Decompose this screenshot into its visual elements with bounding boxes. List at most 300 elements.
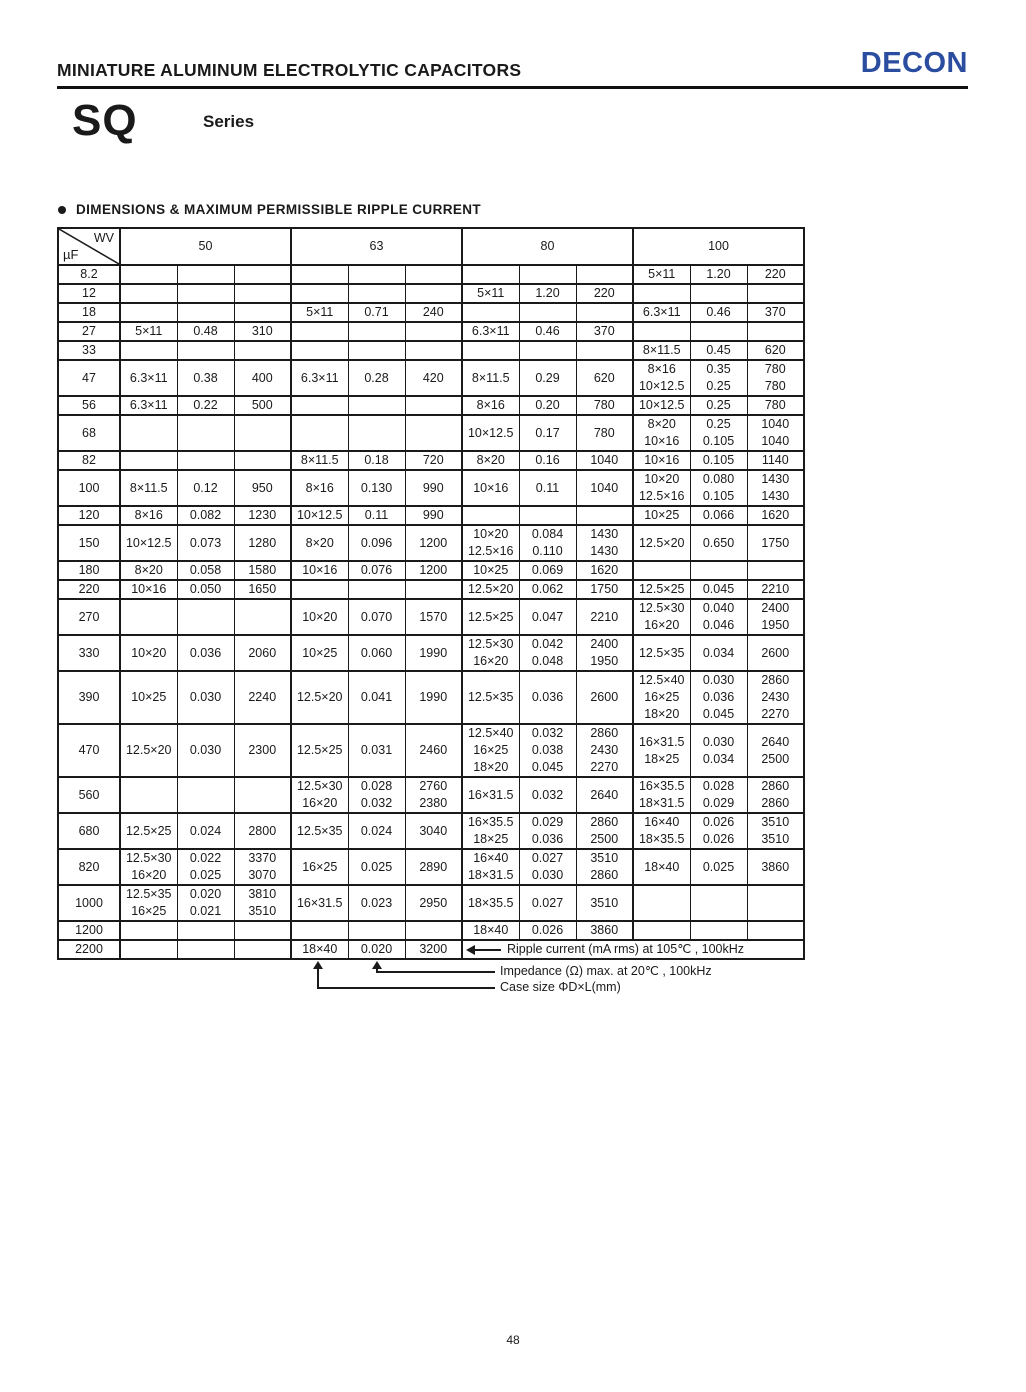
uf-value: 1200 [58, 921, 120, 940]
table-cell: 3510 3510 [747, 813, 804, 849]
series-code: SQ [72, 96, 138, 145]
table-cell: 950 [234, 470, 291, 506]
table-cell: 1990 [405, 635, 462, 671]
table-cell [291, 921, 348, 940]
table-row-560 [58, 777, 804, 813]
table-cell: 0.29 [519, 360, 576, 396]
uf-value: 150 [58, 525, 120, 561]
document-title: MINIATURE ALUMINUM ELECTROLYTIC CAPACITORS [57, 60, 522, 80]
table-row-82 [58, 451, 804, 470]
table-cell: 8×11.5 [633, 341, 690, 360]
table-cell: 0.22 [177, 396, 234, 415]
table-cell [291, 415, 348, 451]
table-cell [405, 265, 462, 284]
table-cell: 0.130 [348, 470, 405, 506]
table-cell [633, 885, 690, 921]
table-cell: 12.5×35 [633, 635, 690, 671]
table-cell [234, 341, 291, 360]
table-cell [747, 885, 804, 921]
table-cell: 8×16 10×12.5 [633, 360, 690, 396]
case-size-leader-horizontal [317, 987, 495, 989]
brand-logo: DECON [860, 47, 968, 79]
table-cell [690, 322, 747, 341]
table-cell: 8×11.5 [462, 360, 519, 396]
table-cell: 12.5×25 [120, 813, 177, 849]
table-cell: 16×25 [291, 849, 348, 885]
table-cell: 2950 [405, 885, 462, 921]
table-row-150 [58, 525, 804, 561]
table-cell [462, 265, 519, 284]
table-row-18 [58, 303, 804, 322]
uf-value: 2200 [58, 940, 120, 959]
table-cell: 0.042 0.048 [519, 635, 576, 671]
table-cell [747, 561, 804, 580]
table-cell: 370 [576, 322, 633, 341]
table-cell [348, 284, 405, 303]
table-cell: 10×25 [120, 671, 177, 724]
table-row-68 [58, 415, 804, 451]
table-cell: 2240 [234, 671, 291, 724]
table-cell: 0.034 [690, 635, 747, 671]
table-cell [120, 940, 177, 959]
table-cell: 0.026 [519, 921, 576, 940]
table-cell [633, 322, 690, 341]
table-cell: 3510 [576, 885, 633, 921]
table-cell [234, 940, 291, 959]
table-cell: 2640 [576, 777, 633, 813]
table-cell: 2860 2430 2270 [747, 671, 804, 724]
uf-value: 33 [58, 341, 120, 360]
table-cell: 0.030 0.036 0.045 [690, 671, 747, 724]
table-cell: 0.027 [519, 885, 576, 921]
table-cell [405, 415, 462, 451]
table-cell: 16×40 18×31.5 [462, 849, 519, 885]
table-cell [177, 777, 234, 813]
table-cell [348, 580, 405, 599]
table-cell: 0.041 [348, 671, 405, 724]
table-cell [747, 322, 804, 341]
table-cell [120, 265, 177, 284]
uf-value: 390 [58, 671, 120, 724]
table-cell [291, 341, 348, 360]
table-cell: 1430 1430 [747, 470, 804, 506]
page-number: 48 [506, 1333, 520, 1347]
table-row-56 [58, 396, 804, 415]
table-cell: 720 [405, 451, 462, 470]
table-cell: 3860 [747, 849, 804, 885]
uf-value: 680 [58, 813, 120, 849]
table-cell: 2210 [747, 580, 804, 599]
uf-value: 82 [58, 451, 120, 470]
table-cell [120, 284, 177, 303]
table-row-1000 [58, 885, 804, 921]
table-cell: 1620 [747, 506, 804, 525]
uf-value: 560 [58, 777, 120, 813]
uf-value: 8.2 [58, 265, 120, 284]
table-cell: 12.5×25 [633, 580, 690, 599]
table-cell: 0.060 [348, 635, 405, 671]
table-cell [291, 265, 348, 284]
table-cell: 5×11 [462, 284, 519, 303]
table-cell: 0.045 [690, 580, 747, 599]
table-cell: 1040 [576, 470, 633, 506]
table-cell: 8×11.5 [120, 470, 177, 506]
table-cell: 6.3×11 [291, 360, 348, 396]
table-cell: 10×16 [462, 470, 519, 506]
table-cell: 3860 [576, 921, 633, 940]
table-cell: 2400 1950 [747, 599, 804, 635]
table-cell: 0.024 [348, 813, 405, 849]
table-cell: 0.46 [690, 303, 747, 322]
table-cell: 12.5×40 16×25 18×20 [462, 724, 519, 777]
table-cell: 16×35.5 18×25 [462, 813, 519, 849]
table-row-220 [58, 580, 804, 599]
table-cell: 0.076 [348, 561, 405, 580]
uf-value: 1000 [58, 885, 120, 921]
table-cell: 3810 3510 [234, 885, 291, 921]
corner-cell [58, 228, 120, 265]
corner-uf-label: µF [63, 247, 79, 262]
table-cell: 1570 [405, 599, 462, 635]
table-cell: 10×25 [462, 561, 519, 580]
table-cell: 0.48 [177, 322, 234, 341]
voltage-header-80: 80 [462, 228, 633, 265]
ripple-leader-line [475, 949, 501, 951]
table-cell: 0.047 [519, 599, 576, 635]
table-cell [177, 303, 234, 322]
table-cell: 780 [576, 415, 633, 451]
uf-value: 220 [58, 580, 120, 599]
table-cell: 0.11 [519, 470, 576, 506]
table-cell: 3370 3070 [234, 849, 291, 885]
table-cell [405, 341, 462, 360]
table-cell: 10×12.5 [291, 506, 348, 525]
table-cell: 2860 2430 2270 [576, 724, 633, 777]
table-row-2200 [58, 940, 804, 959]
table-cell: 0.030 [177, 671, 234, 724]
table-cell: 6.3×11 [120, 396, 177, 415]
table-cell: 0.036 [177, 635, 234, 671]
table-cell [633, 561, 690, 580]
uf-value: 180 [58, 561, 120, 580]
table-cell: 6.3×11 [120, 360, 177, 396]
table-cell: 8×20 [291, 525, 348, 561]
table-cell: 0.030 [177, 724, 234, 777]
table-row-27 [58, 322, 804, 341]
table-cell: 780 780 [747, 360, 804, 396]
table-cell: 8×11.5 [291, 451, 348, 470]
table-cell: 0.031 [348, 724, 405, 777]
table-cell [120, 921, 177, 940]
table-cell: 18×40 [633, 849, 690, 885]
voltage-header-63: 63 [291, 228, 462, 265]
table-cell [234, 921, 291, 940]
table-cell: 240 [405, 303, 462, 322]
table-cell: 0.028 0.032 [348, 777, 405, 813]
table-cell: 1040 1040 [747, 415, 804, 451]
table-cell: 0.058 [177, 561, 234, 580]
table-cell [120, 341, 177, 360]
table-cell: 10×20 [120, 635, 177, 671]
table-cell: 0.069 [519, 561, 576, 580]
table-cell [519, 506, 576, 525]
table-row-470 [58, 724, 804, 777]
table-cell: 0.024 [177, 813, 234, 849]
table-cell: 16×31.5 [462, 777, 519, 813]
table-cell [462, 506, 519, 525]
table-cell: 12.5×35 16×25 [120, 885, 177, 921]
table-cell: 0.096 [348, 525, 405, 561]
uf-value: 12 [58, 284, 120, 303]
table-cell [120, 451, 177, 470]
table-cell: 16×35.5 18×31.5 [633, 777, 690, 813]
table-cell: 0.25 0.105 [690, 415, 747, 451]
table-cell: 18×35.5 [462, 885, 519, 921]
table-row-330 [58, 635, 804, 671]
table-cell: 0.38 [177, 360, 234, 396]
table-cell [234, 451, 291, 470]
table-cell: 1230 [234, 506, 291, 525]
table-cell: 0.35 0.25 [690, 360, 747, 396]
ripple-left-arrow-icon [466, 945, 475, 955]
uf-value: 18 [58, 303, 120, 322]
table-cell: 2860 2500 [576, 813, 633, 849]
impedance-leader-horizontal [376, 971, 495, 973]
table-cell [291, 396, 348, 415]
table-cell [576, 506, 633, 525]
table-cell: 12.5×30 16×20 [291, 777, 348, 813]
table-cell: 1750 [747, 525, 804, 561]
table-cell [120, 599, 177, 635]
table-cell [405, 396, 462, 415]
table-cell: 220 [576, 284, 633, 303]
table-cell: 18×40 [462, 921, 519, 940]
table-cell: 500 [234, 396, 291, 415]
table-cell: 12.5×20 [120, 724, 177, 777]
table-cell: 12.5×30 16×20 [633, 599, 690, 635]
table-cell: 8×16 [120, 506, 177, 525]
table-cell: 8×16 [291, 470, 348, 506]
table-row-680 [58, 813, 804, 849]
table-cell: 0.082 [177, 506, 234, 525]
table-cell: 12.5×35 [462, 671, 519, 724]
table-cell: 0.050 [177, 580, 234, 599]
table-cell: 0.084 0.110 [519, 525, 576, 561]
table-cell: 0.032 0.038 0.045 [519, 724, 576, 777]
table-cell: 310 [234, 322, 291, 341]
table-cell: 0.12 [177, 470, 234, 506]
table-cell: 16×31.5 [291, 885, 348, 921]
table-cell: 2800 [234, 813, 291, 849]
case-size-note: Case size ΦD×L(mm) [500, 980, 621, 994]
table-row-100 [58, 470, 804, 506]
uf-value: 270 [58, 599, 120, 635]
table-row-33 [58, 341, 804, 360]
table-cell: 420 [405, 360, 462, 396]
table-cell: 10×12.5 [633, 396, 690, 415]
table-row-47 [58, 360, 804, 396]
uf-value: 68 [58, 415, 120, 451]
uf-value: 56 [58, 396, 120, 415]
table-cell [690, 284, 747, 303]
uf-value: 100 [58, 470, 120, 506]
table-cell: 0.11 [348, 506, 405, 525]
table-cell: 0.45 [690, 341, 747, 360]
table-cell: 1.20 [519, 284, 576, 303]
ripple-current-table-wrap [57, 227, 803, 1020]
table-cell: 2860 2860 [747, 777, 804, 813]
table-cell: 10×16 [291, 561, 348, 580]
uf-value: 330 [58, 635, 120, 671]
table-cell: 0.027 0.030 [519, 849, 576, 885]
table-cell: 0.036 [519, 671, 576, 724]
table-cell [348, 921, 405, 940]
table-cell: 0.040 0.046 [690, 599, 747, 635]
table-cell: 12.5×25 [291, 724, 348, 777]
table-cell: 1040 [576, 451, 633, 470]
table-cell: 620 [576, 360, 633, 396]
table-cell: 1990 [405, 671, 462, 724]
table-cell: 1430 1430 [576, 525, 633, 561]
table-cell [633, 921, 690, 940]
table-cell [234, 415, 291, 451]
table-cell: 12.5×25 [462, 599, 519, 635]
table-cell: 12.5×40 16×25 18×20 [633, 671, 690, 724]
table-cell: 8×20 10×16 [633, 415, 690, 451]
table-cell: 990 [405, 470, 462, 506]
table-cell [120, 415, 177, 451]
table-cell: 10×16 [633, 451, 690, 470]
table-cell: 0.062 [519, 580, 576, 599]
table-cell: 2060 [234, 635, 291, 671]
table-cell [348, 265, 405, 284]
uf-value: 47 [58, 360, 120, 396]
table-cell [348, 341, 405, 360]
table-cell [177, 940, 234, 959]
table-cell: 0.032 [519, 777, 576, 813]
table-row-270 [58, 599, 804, 635]
table-row-180 [58, 561, 804, 580]
table-cell [405, 580, 462, 599]
table-cell: 0.18 [348, 451, 405, 470]
table-cell [633, 284, 690, 303]
table-cell [519, 303, 576, 322]
impedance-note: Impedance (Ω) max. at 20℃ , 100kHz [500, 964, 712, 978]
table-cell: 8×16 [462, 396, 519, 415]
corner-wv-label: WV [93, 231, 114, 245]
table-cell: 0.28 [348, 360, 405, 396]
table-cell [234, 284, 291, 303]
table-cell: 0.20 [519, 396, 576, 415]
table-cell: 5×11 [291, 303, 348, 322]
table-cell [348, 415, 405, 451]
table-cell [177, 415, 234, 451]
series-label: Series [203, 112, 255, 131]
table-cell [576, 303, 633, 322]
table-cell: 1200 [405, 525, 462, 561]
table-cell: 1200 [405, 561, 462, 580]
table-cell [291, 580, 348, 599]
table-cell: 1650 [234, 580, 291, 599]
table-cell [177, 341, 234, 360]
table-cell: 0.026 0.026 [690, 813, 747, 849]
table-cell: 0.16 [519, 451, 576, 470]
uf-value: 470 [58, 724, 120, 777]
table-cell: 10×16 [120, 580, 177, 599]
table-cell [690, 561, 747, 580]
table-row-820 [58, 849, 804, 885]
table-cell [462, 303, 519, 322]
table-cell [234, 303, 291, 322]
table-cell: 12.5×20 [633, 525, 690, 561]
table-cell: 10×20 12.5×16 [633, 470, 690, 506]
table-cell [234, 265, 291, 284]
table-cell: 0.025 [348, 849, 405, 885]
table-cell [747, 284, 804, 303]
table-cell: 2300 [234, 724, 291, 777]
table-cell [177, 451, 234, 470]
table-cell: 10×20 [291, 599, 348, 635]
table-cell [405, 921, 462, 940]
table-cell [576, 265, 633, 284]
table-cell: 2890 [405, 849, 462, 885]
section-heading-text: DIMENSIONS & MAXIMUM PERMISSIBLE RIPPLE CURRENT [76, 202, 482, 217]
table-cell: 6.3×11 [633, 303, 690, 322]
table-cell: 0.070 [348, 599, 405, 635]
table-cell: 2460 [405, 724, 462, 777]
table-cell: 1750 [576, 580, 633, 599]
ripple-current-table [57, 227, 805, 960]
table-cell: 12.5×30 16×20 [462, 635, 519, 671]
table-cell [234, 777, 291, 813]
table-cell [747, 921, 804, 940]
table-cell [519, 265, 576, 284]
table-cell [177, 265, 234, 284]
table-cell: 0.066 [690, 506, 747, 525]
uf-value: 27 [58, 322, 120, 341]
table-cell: 0.025 [690, 849, 747, 885]
table-cell: 0.028 0.029 [690, 777, 747, 813]
uf-value: 820 [58, 849, 120, 885]
table-cell: 10×25 [633, 506, 690, 525]
table-cell: 780 [747, 396, 804, 415]
table-cell: 990 [405, 506, 462, 525]
table-cell: 2600 [747, 635, 804, 671]
table-cell: 400 [234, 360, 291, 396]
table-cell: 8×20 [462, 451, 519, 470]
table-row-390 [58, 671, 804, 724]
table-cell: 2640 2500 [747, 724, 804, 777]
table-cell: 12.5×35 [291, 813, 348, 849]
table-cell: 0.030 0.034 [690, 724, 747, 777]
table-cell [348, 322, 405, 341]
table-cell: 12.5×20 [291, 671, 348, 724]
table-cell: 3510 2860 [576, 849, 633, 885]
table-cell: 780 [576, 396, 633, 415]
table-cell: 0.17 [519, 415, 576, 451]
table-cell: 18×40 [291, 940, 348, 959]
table-cell: 2760 2380 [405, 777, 462, 813]
table-cell: 6.3×11 [462, 322, 519, 341]
table-cell: 2400 1950 [576, 635, 633, 671]
table-cell: 10×25 [291, 635, 348, 671]
table-cell [120, 777, 177, 813]
table-cell: 0.022 0.025 [177, 849, 234, 885]
table-cell: 220 [747, 265, 804, 284]
table-cell [405, 322, 462, 341]
table-cell: 1.20 [690, 265, 747, 284]
table-cell [519, 341, 576, 360]
